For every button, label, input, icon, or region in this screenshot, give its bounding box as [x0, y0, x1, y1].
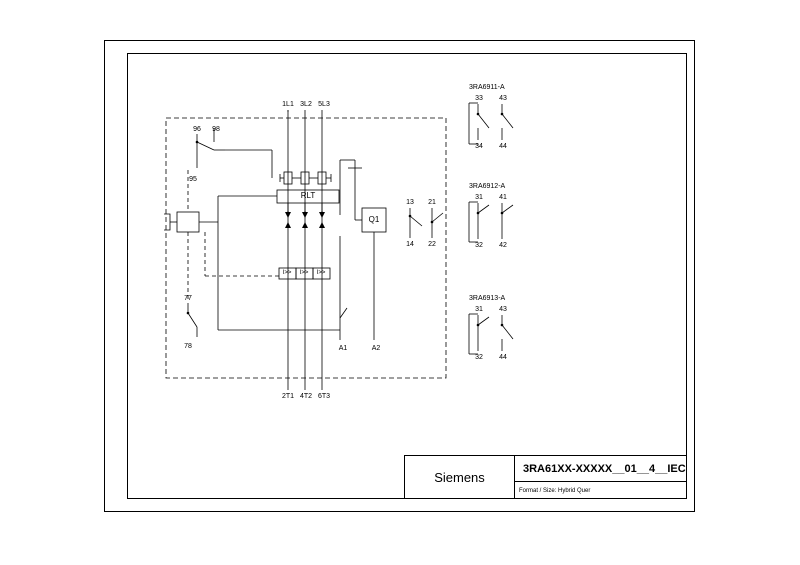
overload-label-3: I>> — [316, 270, 326, 276]
accessory2-terminal-41: 41 — [499, 194, 507, 201]
terminal-label-22: 22 — [428, 241, 436, 248]
overload-label-1: I>> — [282, 270, 292, 276]
terminal-label-95: 95 — [189, 176, 197, 183]
accessory3-terminal-32: 32 — [475, 354, 483, 361]
title-block-brand-cell — [405, 456, 515, 498]
accessory1-terminal-34: 34 — [475, 143, 483, 150]
terminal-label-4T2: 4T2 — [299, 393, 313, 400]
accessory2-terminal-32: 32 — [475, 242, 483, 249]
accessory3-terminal-43: 43 — [499, 306, 507, 313]
terminal-label-1L1: 1L1 — [282, 101, 294, 108]
accessory2-terminal-31: 31 — [475, 194, 483, 201]
terminal-label-78: 78 — [184, 343, 192, 350]
terminal-label-A2: A2 — [371, 345, 381, 352]
terminal-label-5L3: 5L3 — [318, 101, 330, 108]
terminal-label-21: 21 — [428, 199, 436, 206]
accessory-type-3RA6911-A: 3RA6911-A — [469, 84, 505, 91]
accessory1-terminal-33: 33 — [475, 95, 483, 102]
accessory2-terminal-42: 42 — [499, 242, 507, 249]
siemens-logo-text: Siemens — [434, 469, 485, 485]
accessory3-terminal-44: 44 — [499, 354, 507, 361]
terminal-label-3L2: 3L2 — [300, 101, 312, 108]
format-size-label: Format / Size: Hybrid Quer — [519, 487, 591, 494]
rlt-block-label: RLT — [300, 191, 316, 200]
document-number: 3RA61XX-XXXXX__01__4__IEC — [515, 456, 686, 482]
device-boundary — [166, 118, 446, 378]
accessory1-terminal-43: 43 — [499, 95, 507, 102]
accessory3-terminal-31: 31 — [475, 306, 483, 313]
terminal-label-77: 77 — [184, 295, 192, 302]
title-block-info-cell — [515, 456, 686, 498]
terminal-label-14: 14 — [406, 241, 414, 248]
q1-block-label: Q1 — [368, 215, 380, 224]
terminal-label-6T3: 6T3 — [317, 393, 331, 400]
overload-label-2: I>> — [299, 270, 309, 276]
accessory-type-3RA6913-A: 3RA6913-A — [469, 295, 506, 302]
title-block — [404, 455, 687, 499]
terminal-label-13: 13 — [406, 199, 414, 206]
terminal-label-96: 96 — [193, 126, 201, 133]
accessory-type-3RA6912-A: 3RA6912-A — [469, 183, 506, 190]
electronics-block — [177, 212, 199, 232]
terminal-label-A1: A1 — [338, 345, 348, 352]
accessory1-terminal-44: 44 — [499, 143, 507, 150]
terminal-label-98: 98 — [212, 126, 220, 133]
terminal-label-2T1: 2T1 — [281, 393, 295, 400]
